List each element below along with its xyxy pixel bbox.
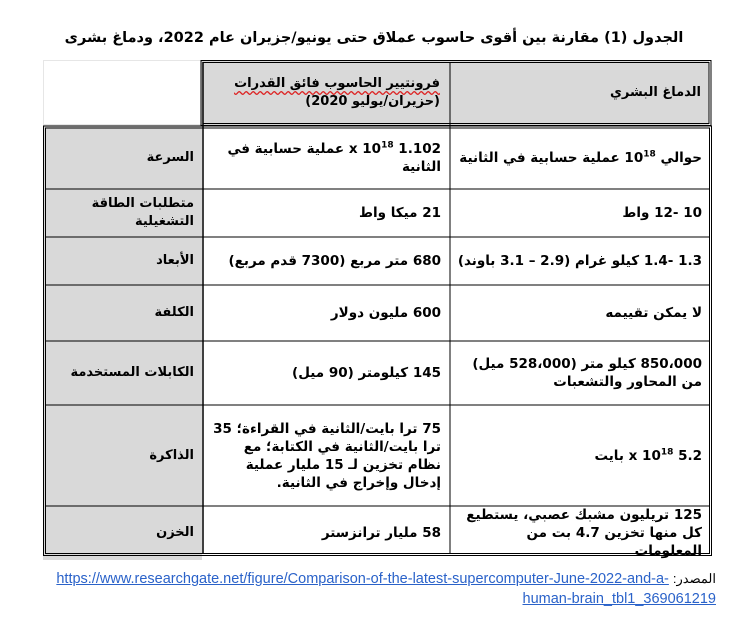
row-label: السرعة <box>43 126 202 189</box>
table-row <box>43 126 710 189</box>
table-row <box>43 189 710 237</box>
cell-super: 75 ترا بايت/الثانية في القراءة؛ 35 ترا بايت/الثانية في الكتابة؛ مع نظام تخزين لـ 15 مليار عملية إدخال وإخراج في الثانية. <box>213 420 441 491</box>
row-label: الذاكرة <box>43 405 202 506</box>
row-label: متطلبات الطاقة التشغيلية <box>43 189 202 237</box>
cell-brain: لا يمكن تقييمه <box>605 305 702 321</box>
cell-super: 145 كيلومتر (90 ميل) <box>292 365 441 381</box>
table-row <box>43 405 710 506</box>
cell-super: 680 متر مربع (7300 قدم مربع) <box>228 253 441 269</box>
cell-brain: 10 -12 واط <box>622 205 702 221</box>
row-label: الأبعاد <box>43 237 202 285</box>
header-supercomputer <box>201 60 448 126</box>
source-link[interactable]: https://www.researchgate.net/figure/Comparison-of-the-latest-supercomputer-June-2022-and-a-human-brain_tbl1_369061219 <box>56 571 716 607</box>
source-label: المصدر: <box>672 571 716 586</box>
cell-brain: 125 تريليون مشبك عصبي، يستطيع كل منها تخزين 4.7 بت من المعلومات <box>466 507 702 559</box>
cell-brain: 850،000 كيلو متر (528،000 ميل) من المحاور والتشعبات <box>472 356 702 390</box>
header-brain: الدماغ البشري <box>448 60 709 126</box>
table-row <box>43 506 710 560</box>
header-table <box>201 60 709 126</box>
header-super-name: فرونتيير الحاسوب فائق القدرات <box>234 76 440 91</box>
source-citation <box>40 569 716 609</box>
cell-super: 600 مليون دولار <box>330 305 441 321</box>
table-title: الجدول (1) مقارنة بين أقوى حاسوب عملاق حتى يونيو/جزيران عام 2022، ودماغ بشرى <box>64 30 684 46</box>
empty-corner-cell <box>44 61 202 124</box>
cell-brain: 1.3 -1.4 كيلو غرام (2.9 – 3.1 باوند) <box>457 253 702 269</box>
header-super-date: (حزيران/يوليو 2020) <box>305 94 440 109</box>
table-row <box>43 341 710 405</box>
cell-super: 1.102 x $10^{18}$ عملية حسابية في الثانية <box>227 140 441 175</box>
cell-brain: 5.2 x $10^{18}$ بايت <box>594 447 702 464</box>
table-row <box>43 237 710 285</box>
row-label: الكلفة <box>43 285 202 341</box>
table-row <box>43 285 710 341</box>
cell-super: 58 مليار ترانزستر <box>321 525 441 541</box>
cell-super: 21 ميكا واط <box>358 205 441 221</box>
comparison-table <box>43 126 710 560</box>
cell-brain: حوالي $10^{18}$ عملية حسابية في الثانية <box>459 149 702 166</box>
row-label: الكابلات المستخدمة <box>43 341 202 405</box>
row-label: الخزن <box>43 506 202 560</box>
